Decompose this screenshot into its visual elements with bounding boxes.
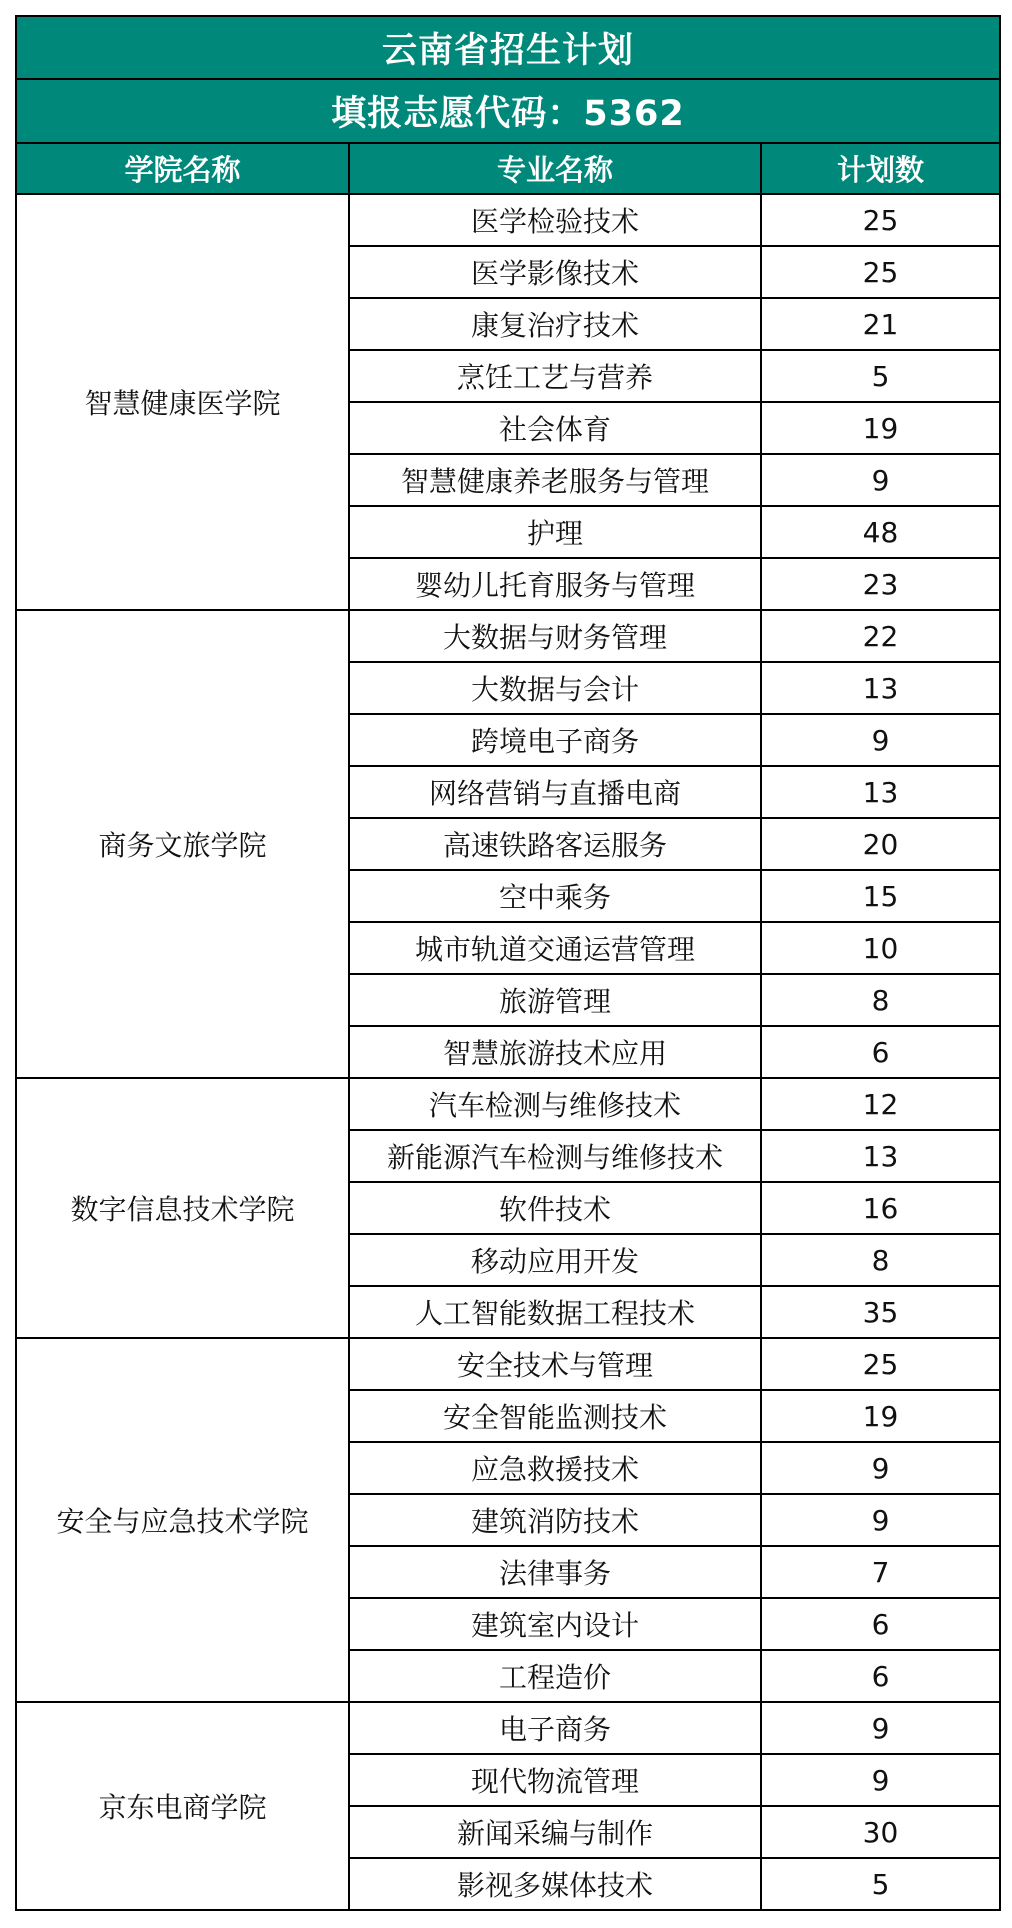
- quota-cell: 6: [761, 1026, 1000, 1078]
- major-name-cell: 旅游管理: [349, 974, 761, 1026]
- major-name-cell: 法律事务: [349, 1546, 761, 1598]
- table-row: [16, 610, 1000, 662]
- college-name-cell: 京东电商学院: [16, 1702, 349, 1910]
- quota-cell: 13: [761, 766, 1000, 818]
- quota-cell: 9: [761, 714, 1000, 766]
- major-name-cell: 社会体育: [349, 402, 761, 454]
- quota-cell: 19: [761, 1390, 1000, 1442]
- major-name-cell: 婴幼儿托育服务与管理: [349, 558, 761, 610]
- major-name-cell: 汽车检测与维修技术: [349, 1078, 761, 1130]
- major-name-cell: 电子商务: [349, 1702, 761, 1754]
- major-name-cell: 软件技术: [349, 1182, 761, 1234]
- major-name-cell: 城市轨道交通运营管理: [349, 922, 761, 974]
- title-row: [16, 16, 1000, 79]
- quota-cell: 25: [761, 194, 1000, 246]
- column-header-row: [16, 143, 1000, 194]
- major-name-cell: 现代物流管理: [349, 1754, 761, 1806]
- major-name-cell: 智慧旅游技术应用: [349, 1026, 761, 1078]
- college-name-cell: 数字信息技术学院: [16, 1078, 349, 1338]
- application-code: 填报志愿代码：5362: [16, 79, 1000, 143]
- major-name-cell: 建筑消防技术: [349, 1494, 761, 1546]
- quota-cell: 9: [761, 1494, 1000, 1546]
- quota-cell: 19: [761, 402, 1000, 454]
- major-name-cell: 建筑室内设计: [349, 1598, 761, 1650]
- quota-cell: 13: [761, 662, 1000, 714]
- major-name-cell: 新能源汽车检测与维修技术: [349, 1130, 761, 1182]
- college-name-cell: 智慧健康医学院: [16, 194, 349, 610]
- quota-cell: 10: [761, 922, 1000, 974]
- major-name-cell: 新闻采编与制作: [349, 1806, 761, 1858]
- major-name-cell: 应急救援技术: [349, 1442, 761, 1494]
- major-name-cell: 跨境电子商务: [349, 714, 761, 766]
- column-header-major: 专业名称: [349, 143, 761, 194]
- quota-cell: 22: [761, 610, 1000, 662]
- quota-cell: 8: [761, 974, 1000, 1026]
- quota-cell: 7: [761, 1546, 1000, 1598]
- major-name-cell: 网络营销与直播电商: [349, 766, 761, 818]
- major-name-cell: 大数据与财务管理: [349, 610, 761, 662]
- major-name-cell: 安全技术与管理: [349, 1338, 761, 1390]
- quota-cell: 5: [761, 1858, 1000, 1910]
- major-name-cell: 影视多媒体技术: [349, 1858, 761, 1910]
- major-name-cell: 医学影像技术: [349, 246, 761, 298]
- major-name-cell: 医学检验技术: [349, 194, 761, 246]
- quota-cell: 48: [761, 506, 1000, 558]
- table-row: [16, 1078, 1000, 1130]
- major-name-cell: 移动应用开发: [349, 1234, 761, 1286]
- major-name-cell: 人工智能数据工程技术: [349, 1286, 761, 1338]
- quota-cell: 23: [761, 558, 1000, 610]
- table-title: 云南省招生计划: [16, 16, 1000, 79]
- quota-cell: 25: [761, 1338, 1000, 1390]
- quota-cell: 6: [761, 1598, 1000, 1650]
- college-name-cell: 商务文旅学院: [16, 610, 349, 1078]
- quota-cell: 35: [761, 1286, 1000, 1338]
- quota-cell: 16: [761, 1182, 1000, 1234]
- quota-cell: 9: [761, 1702, 1000, 1754]
- quota-cell: 13: [761, 1130, 1000, 1182]
- quota-cell: 9: [761, 1754, 1000, 1806]
- college-name-cell: 安全与应急技术学院: [16, 1338, 349, 1702]
- quota-cell: 5: [761, 350, 1000, 402]
- column-header-college: 学院名称: [16, 143, 349, 194]
- table-row: [16, 1338, 1000, 1390]
- column-header-quota: 计划数: [761, 143, 1000, 194]
- major-name-cell: 大数据与会计: [349, 662, 761, 714]
- quota-cell: 12: [761, 1078, 1000, 1130]
- major-name-cell: 护理: [349, 506, 761, 558]
- table-body: [16, 194, 1000, 1910]
- major-name-cell: 工程造价: [349, 1650, 761, 1702]
- enrollment-plan-table: [15, 15, 1001, 1911]
- major-name-cell: 高速铁路客运服务: [349, 818, 761, 870]
- major-name-cell: 烹饪工艺与营养: [349, 350, 761, 402]
- quota-cell: 9: [761, 454, 1000, 506]
- major-name-cell: 安全智能监测技术: [349, 1390, 761, 1442]
- quota-cell: 8: [761, 1234, 1000, 1286]
- table-row: [16, 194, 1000, 246]
- quota-cell: 6: [761, 1650, 1000, 1702]
- quota-cell: 25: [761, 246, 1000, 298]
- quota-cell: 20: [761, 818, 1000, 870]
- major-name-cell: 空中乘务: [349, 870, 761, 922]
- quota-cell: 9: [761, 1442, 1000, 1494]
- major-name-cell: 康复治疗技术: [349, 298, 761, 350]
- code-row: [16, 79, 1000, 143]
- quota-cell: 21: [761, 298, 1000, 350]
- quota-cell: 15: [761, 870, 1000, 922]
- table-row: [16, 1702, 1000, 1754]
- quota-cell: 30: [761, 1806, 1000, 1858]
- major-name-cell: 智慧健康养老服务与管理: [349, 454, 761, 506]
